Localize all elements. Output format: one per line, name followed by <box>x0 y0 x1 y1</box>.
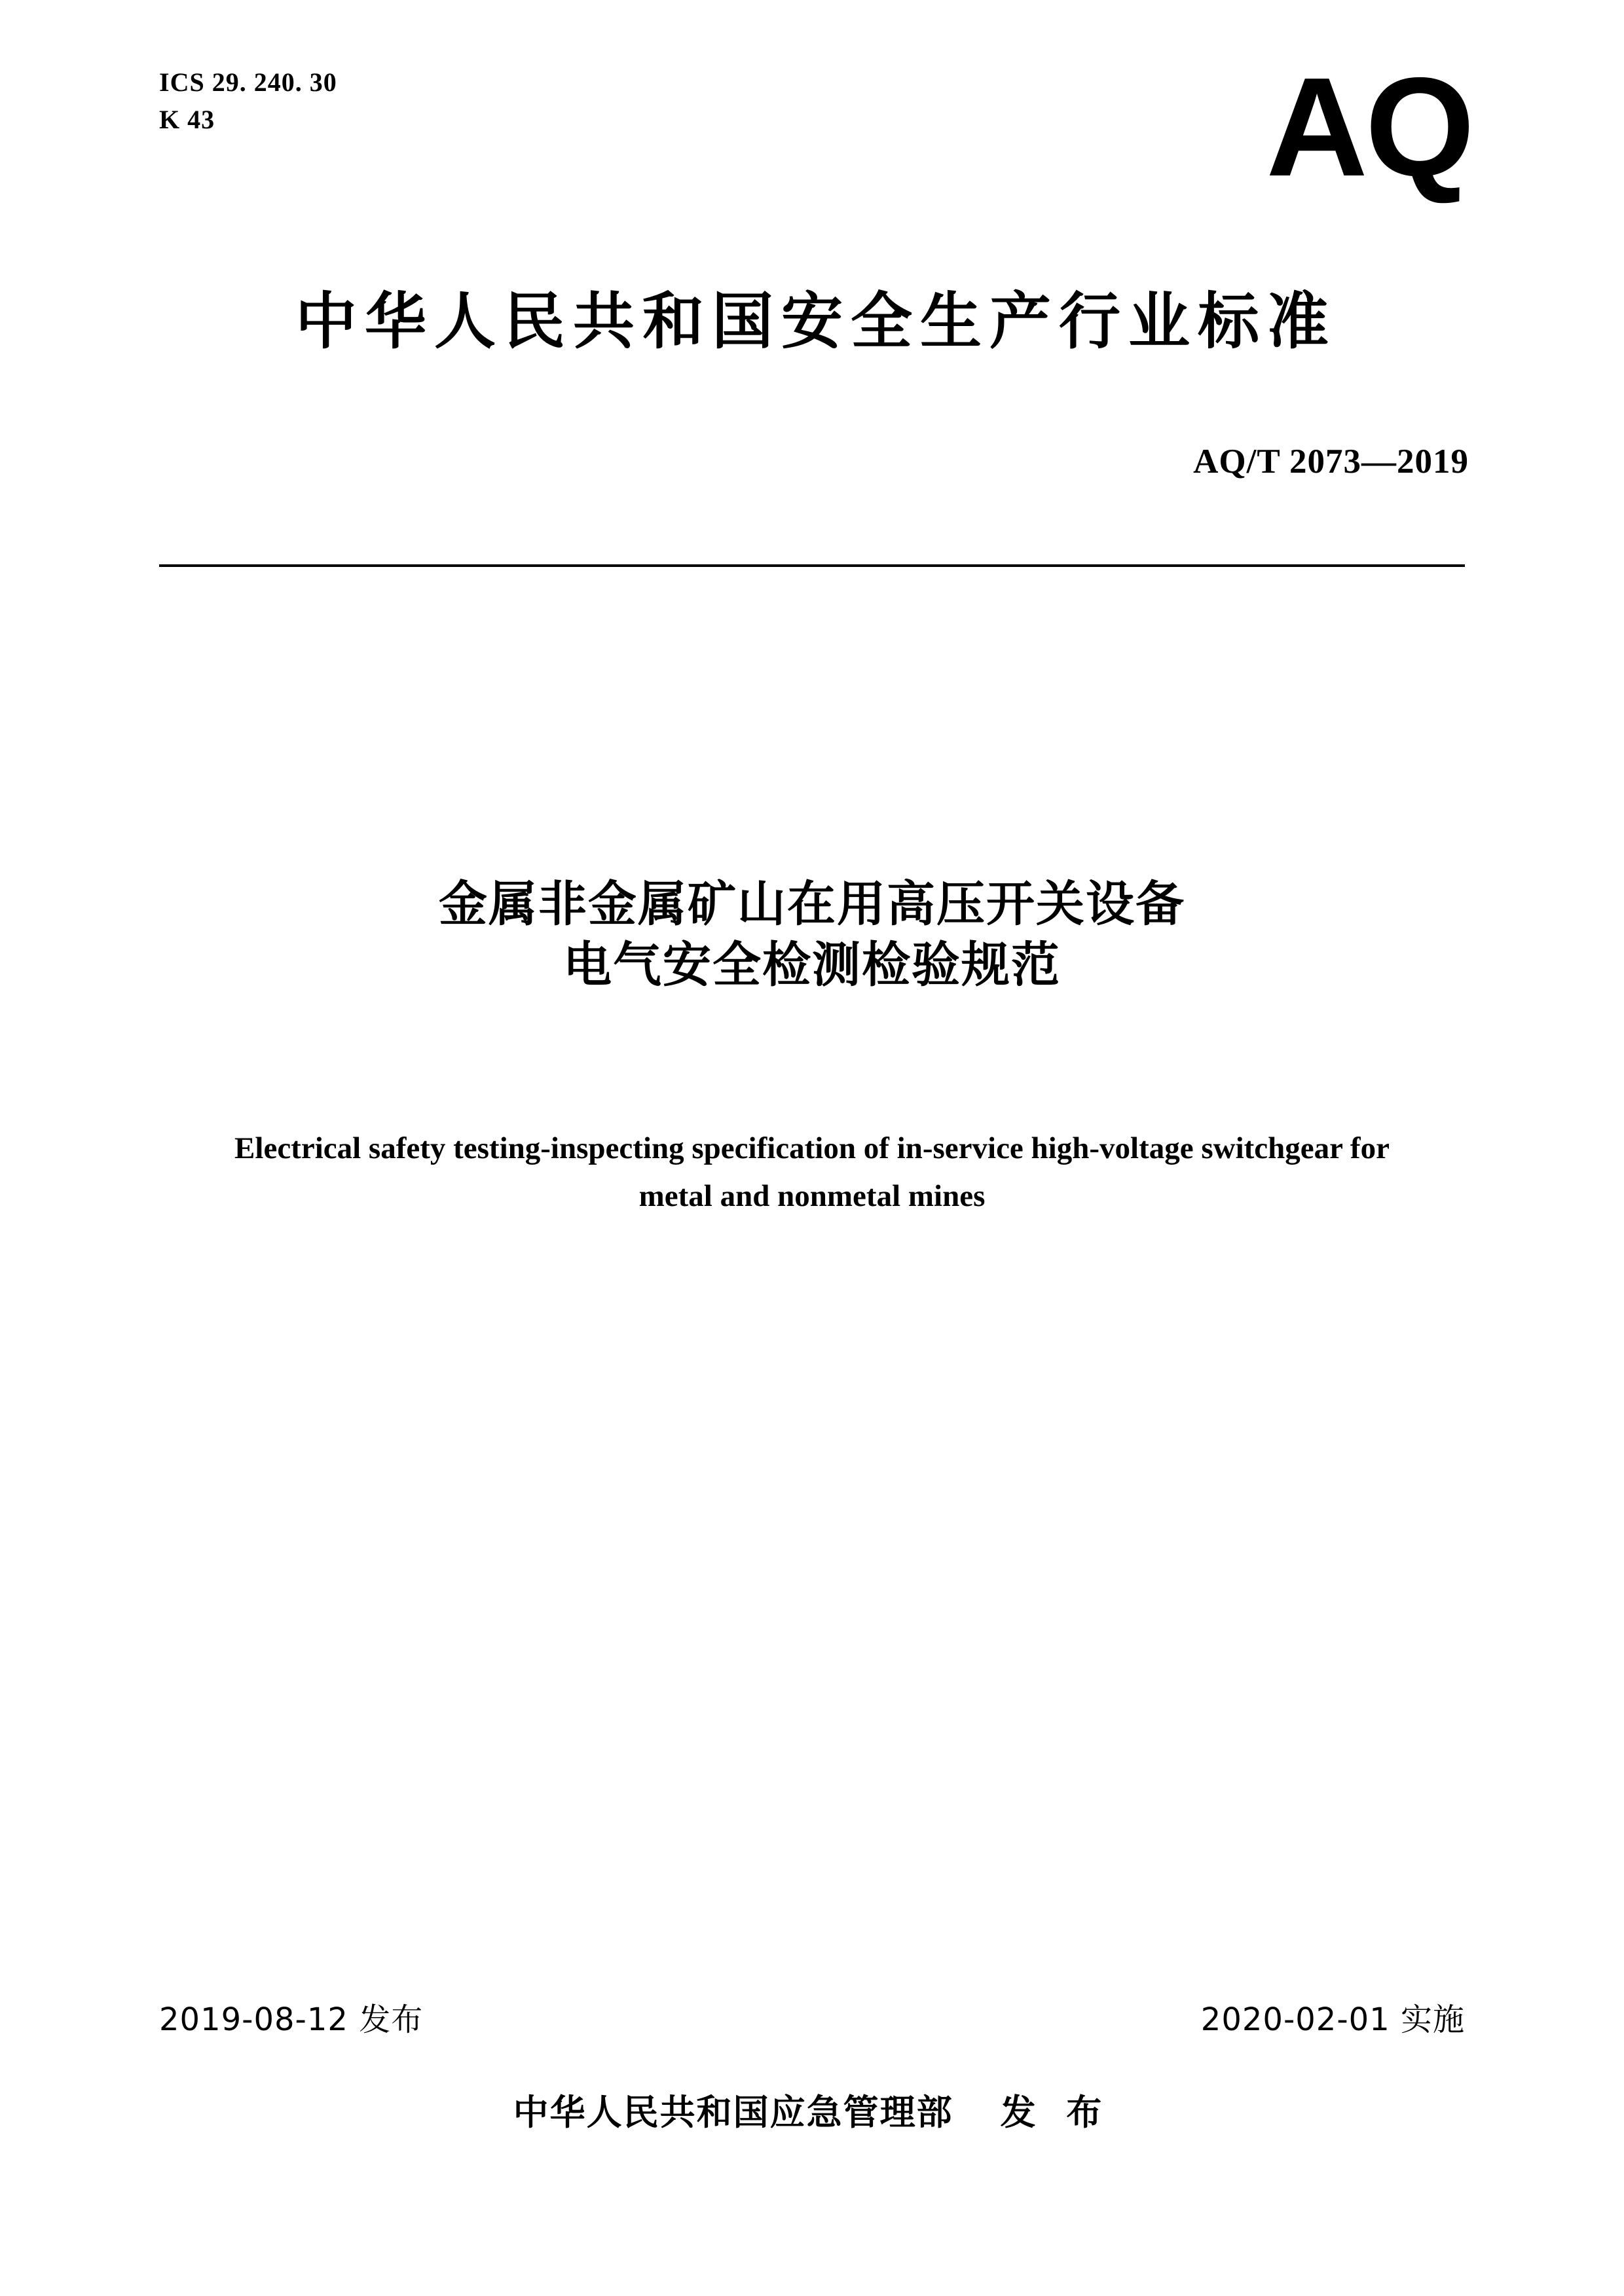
header-divider <box>159 564 1465 567</box>
ccs-class-number: K 43 <box>159 104 215 134</box>
issuing-authority-verb: 发 布 <box>1000 2092 1111 2133</box>
document-title-english <box>151 1125 1473 1220</box>
aq-logo: AQ <box>1266 48 1472 206</box>
standard-series-heading: 中华人民共和国安全生产行业标准 <box>295 286 1337 357</box>
ics-classification-block <box>159 64 337 139</box>
issuing-authority-name: 中华人民共和国应急管理部 <box>513 2092 953 2133</box>
publication-dates <box>159 1998 1465 2038</box>
issuing-authority <box>0 2085 1624 2135</box>
issue-date: 2019-08-12 发布 <box>159 2001 424 2038</box>
standard-number: AQ/T 2073—2019 <box>1193 443 1469 481</box>
document-title-chinese <box>0 874 1624 995</box>
ics-number: ICS 29. 240. 30 <box>159 67 337 97</box>
title-chinese-line-2: 电气安全检测检验规范 <box>563 936 1061 993</box>
effective-date: 2020-02-01 实施 <box>1200 2001 1465 2038</box>
title-english-line-1: Electrical safety testing-inspecting specification of in-service high-voltage switchgear for <box>234 1131 1390 1165</box>
title-chinese-line-1: 金属非金属矿山在用高压开关设备 <box>439 876 1185 932</box>
title-english-line-2: metal and nonmetal mines <box>638 1178 986 1213</box>
